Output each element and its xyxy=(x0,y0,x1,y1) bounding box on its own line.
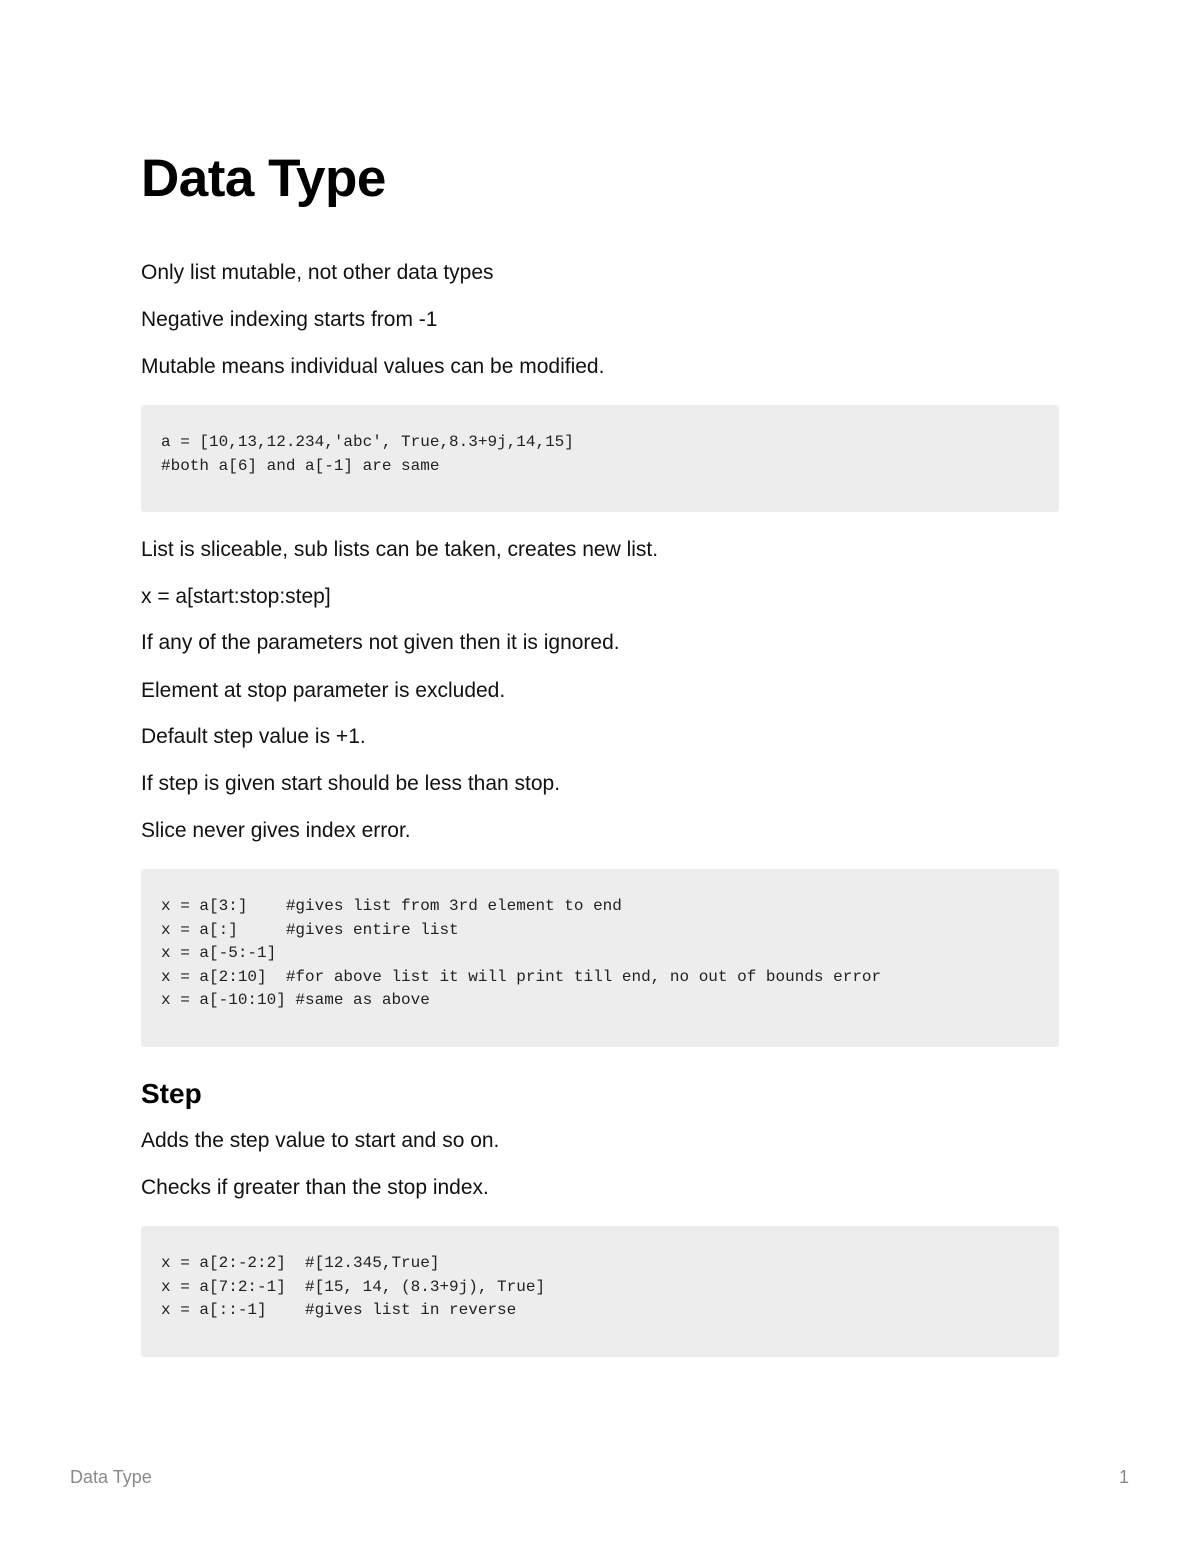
code-block-step-examples xyxy=(141,1226,1059,1357)
step-paragraph: Adds the step value to start and so on. xyxy=(141,1129,500,1152)
slice-paragraph: Default step value is +1. xyxy=(141,725,366,748)
slice-paragraph: Slice never gives index error. xyxy=(141,819,411,842)
code-line: #both a[6] and a[-1] are same xyxy=(161,456,440,475)
code-line: x = a[-5:-1] xyxy=(161,944,277,962)
slice-paragraph: x = a[start:stop:step] xyxy=(141,585,331,608)
slice-paragraph: Element at stop parameter is excluded. xyxy=(141,679,506,702)
code-line: x = a[-10:10] #same as above xyxy=(161,991,430,1009)
code-line: x = a[2:-2:2] #[12.345,True] xyxy=(161,1254,440,1272)
page-title: Data Type xyxy=(141,149,386,208)
code-line: x = a[2:10] #for above list it will print till end, no out of bounds error xyxy=(161,967,882,986)
intro-paragraph: Negative indexing starts from -1 xyxy=(141,308,438,331)
code-line: x = a[:] #gives entire list xyxy=(161,920,459,939)
code-block-slicing-examples xyxy=(141,869,1059,1047)
footer-document-name: Data Type xyxy=(70,1467,152,1487)
step-paragraph: Checks if greater than the stop index. xyxy=(141,1176,489,1199)
code-line: x = a[7:2:-1] #[15, 14, (8.3+9j), True] xyxy=(161,1277,546,1296)
code-line: x = a[::-1] #gives list in reverse xyxy=(161,1301,517,1319)
code-line: x = a[3:] #gives list from 3rd element to end xyxy=(161,897,622,915)
code-block-list-definition xyxy=(141,405,1059,512)
code-line: a = [10,13,12.234,'abc', True,8.3+9j,14,15] xyxy=(161,433,574,451)
slice-paragraph: If step is given start should be less than stop. xyxy=(141,772,561,795)
slice-paragraph: If any of the parameters not given then it is ignored. xyxy=(141,631,620,654)
step-heading: Step xyxy=(141,1078,202,1109)
intro-paragraph: Mutable means individual values can be modified. xyxy=(141,355,605,378)
slice-paragraph: List is sliceable, sub lists can be taken, creates new list. xyxy=(141,538,659,561)
intro-paragraph: Only list mutable, not other data types xyxy=(141,261,494,284)
footer-page-number: 1 xyxy=(1118,1467,1129,1487)
